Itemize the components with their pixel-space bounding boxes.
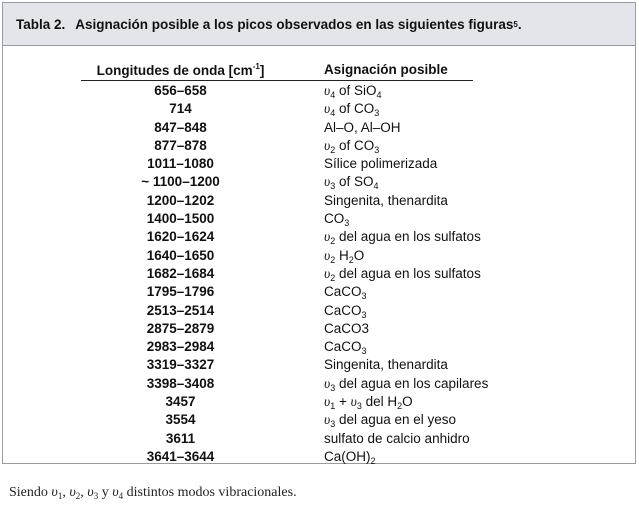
subscript: 3 (330, 382, 336, 393)
header-wavelength-text: Longitudes de onda [cm (96, 63, 253, 78)
subscript: 2 (330, 236, 336, 247)
table-row (3, 283, 635, 301)
subscript: 4 (118, 491, 124, 501)
table-row (3, 320, 635, 338)
wavelength-cell: 1200–1202 (146, 192, 215, 208)
header-wavelength (3, 62, 358, 78)
caption-number: Tabla 2. (16, 16, 66, 32)
text-part: CaCO (324, 284, 362, 300)
assignment-cell (324, 320, 369, 338)
wavelength-cell: 1682–1684 (146, 265, 215, 281)
table-row (3, 448, 635, 466)
subscript: 4 (330, 90, 336, 100)
text-part: CO (324, 211, 345, 227)
subscript: 2 (330, 272, 336, 283)
wavelength-cell: 3554 (165, 412, 196, 428)
subscript: 3 (93, 491, 99, 501)
assignment-cell (324, 119, 401, 137)
footnote (9, 485, 297, 501)
text-part: of SO (335, 174, 374, 190)
text-part: , (80, 485, 88, 500)
text-part: Ca(OH) (324, 448, 371, 464)
wavelength-cell: 1640–1650 (146, 247, 215, 263)
wavelength-cell: 3457 (165, 394, 196, 410)
text-part: Al–O, Al–OH (324, 119, 401, 135)
subscript: 4 (376, 90, 382, 100)
text-part: del agua en los capilares (335, 375, 489, 391)
table-row (3, 393, 635, 411)
wavelength-cell: 3319–3327 (146, 357, 215, 373)
subscript: 2 (348, 254, 354, 265)
table-header-row (3, 62, 635, 80)
subscript: 1 (57, 491, 63, 501)
wavelength-cell: 2983–2984 (146, 339, 215, 355)
wavelength-cell: 1795–1796 (146, 284, 215, 300)
subscript: 3 (374, 108, 380, 119)
table-row (3, 100, 635, 118)
table-row (3, 173, 635, 191)
caption-end: . (517, 16, 522, 32)
upsilon-symbol: υ (324, 247, 331, 263)
subscript: 3 (356, 401, 362, 412)
table-row (3, 82, 635, 100)
upsilon-symbol: υ (51, 485, 58, 500)
text-part: distintos modos vibracionales. (123, 485, 297, 500)
upsilon-symbol: υ (324, 375, 331, 391)
wavelength-cell: 714 (169, 101, 192, 117)
wavelength-cell: ~ 1100–1200 (141, 174, 220, 190)
text-part: Siendo (9, 485, 52, 500)
text-part: del agua en los sulfatos (335, 265, 481, 281)
assignment-cell (324, 192, 448, 210)
text-part: del H (361, 394, 398, 410)
subscript: 3 (344, 218, 350, 229)
subscript: 2 (75, 491, 81, 501)
header-wavelength-end: ] (259, 63, 265, 78)
wavelength-cell: 3398–3408 (146, 375, 215, 391)
caption-text: Asignación posible a los picos observados en las siguientes figuras (75, 16, 514, 32)
table-row (3, 192, 635, 210)
wavelength-cell: 2513–2514 (146, 302, 215, 318)
wavelength-cell: 3641–3644 (146, 448, 215, 464)
upsilon-symbol: υ (324, 265, 331, 281)
text-part: of CO (335, 137, 375, 153)
text-part: y (98, 485, 113, 500)
text-part: O (402, 394, 413, 410)
text-part: of CO (335, 101, 375, 117)
table-row (3, 137, 635, 155)
text-part: CaCO (324, 302, 362, 318)
subscript: 1 (330, 401, 336, 412)
wavelength-cell: 1011–1080 (147, 156, 214, 172)
text-part: sulfato de calcio anhidro (324, 430, 470, 446)
text-part: Singenita, thenardita (324, 192, 448, 208)
upsilon-symbol: υ (324, 101, 331, 117)
text-part: CaCO (324, 339, 362, 355)
upsilon-symbol: υ (324, 394, 331, 410)
upsilon-symbol: υ (324, 83, 331, 98)
text-part: O (353, 247, 365, 263)
subscript: 4 (373, 181, 379, 192)
assignment-cell (324, 155, 437, 173)
subscript: 3 (330, 419, 336, 430)
subscript: 3 (374, 144, 380, 155)
upsilon-symbol: υ (324, 229, 331, 245)
table-row (3, 247, 635, 265)
text-part: + (335, 394, 351, 410)
table-row (3, 210, 635, 228)
table-row (3, 356, 635, 374)
text-part: H (335, 247, 349, 263)
subscript: 3 (361, 291, 367, 302)
header-divider (81, 80, 473, 81)
table-body (3, 82, 635, 466)
assignment-cell (324, 448, 376, 470)
text-part: Singenita, thenardita (324, 357, 448, 373)
wavelength-cell: 1620–1624 (146, 229, 215, 245)
wavelength-cell: 1400–1500 (146, 211, 215, 227)
wavelength-cell: 2875–2879 (146, 320, 215, 336)
table-row (3, 155, 635, 173)
assignment-cell (324, 430, 470, 448)
text-part: del agua en el yeso (335, 412, 457, 428)
table-row (3, 119, 635, 137)
text-part: del agua en los sulfatos (335, 229, 481, 245)
upsilon-symbol: υ (87, 485, 94, 500)
subscript: 3 (361, 346, 367, 357)
upsilon-symbol: υ (324, 174, 331, 190)
text-part: of SiO (335, 83, 377, 98)
subscript: 4 (330, 108, 336, 119)
header-wavelength-exponent: -1 (252, 62, 260, 71)
subscript: 3 (361, 309, 367, 320)
table-row (3, 430, 635, 448)
wavelength-cell: 3611 (165, 430, 196, 446)
table-row (3, 375, 635, 393)
table-row (3, 338, 635, 356)
table-row (3, 265, 635, 283)
upsilon-symbol: υ (69, 485, 76, 500)
wavelength-cell: 656–658 (154, 83, 207, 98)
subscript: 2 (330, 254, 336, 265)
table-row (3, 228, 635, 246)
subscript: 2 (397, 401, 403, 412)
table-row (3, 411, 635, 429)
wavelength-cell: 877–878 (154, 137, 207, 153)
wavelength-cell: 847–848 (154, 119, 207, 135)
header-assignment: Asignación posible (324, 62, 448, 77)
assignment-cell (324, 356, 448, 374)
text-part: CaCO3 (324, 320, 370, 336)
caption-reference: 5 (513, 19, 518, 29)
subscript: 2 (330, 144, 336, 155)
subscript: 2 (370, 455, 376, 466)
subscript: 3 (330, 181, 336, 192)
upsilon-symbol: υ (350, 394, 357, 410)
upsilon-symbol: υ (324, 137, 331, 153)
table-caption (3, 3, 635, 46)
text-part: , (62, 485, 70, 500)
upsilon-symbol: υ (112, 485, 119, 500)
table-row (3, 302, 635, 320)
upsilon-symbol: υ (324, 412, 331, 428)
text-part: Sílice polimerizada (324, 156, 438, 172)
table-container (2, 2, 636, 464)
